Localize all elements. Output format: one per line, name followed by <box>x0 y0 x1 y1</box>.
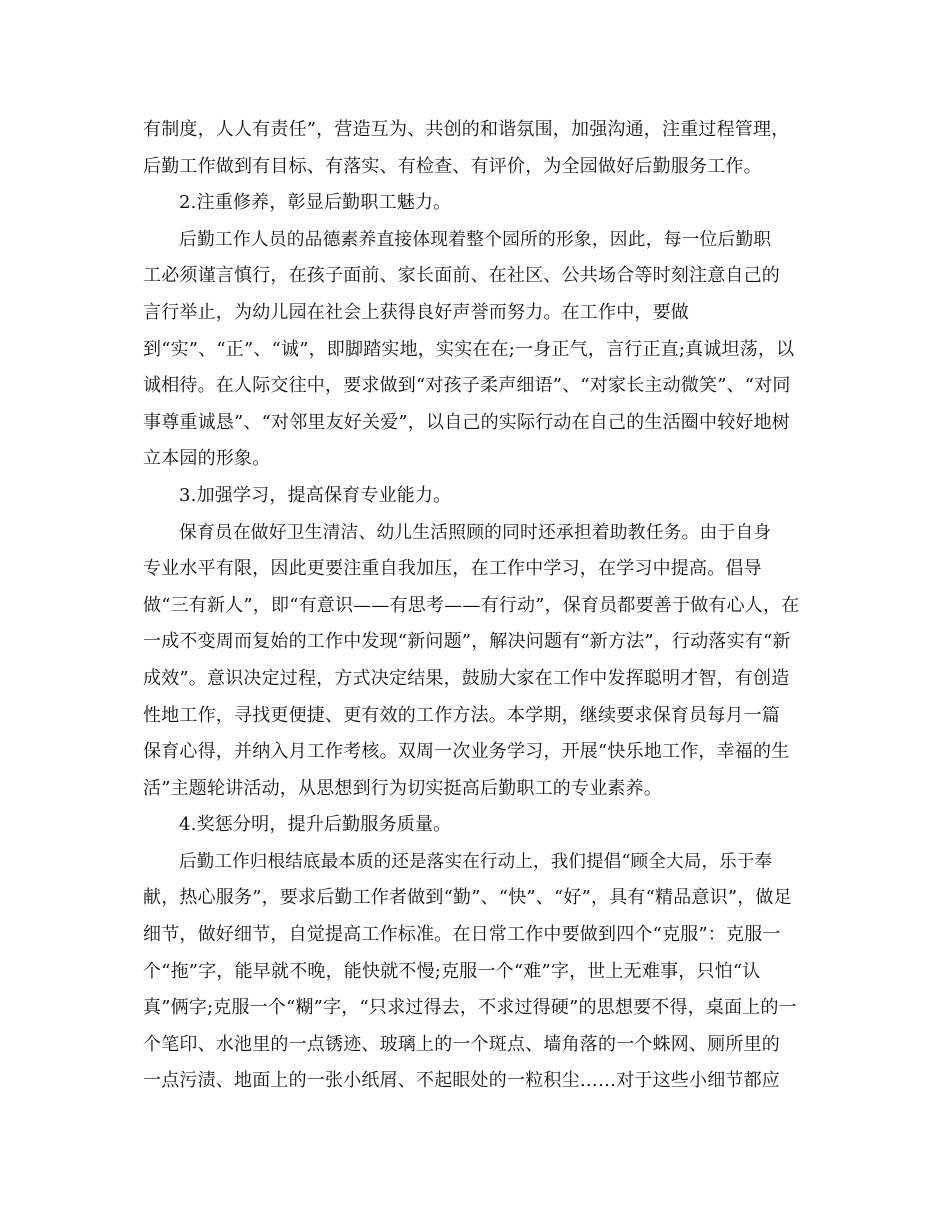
paragraph-line: 一成不变周而复始的工作中发现“新问题”，解决问题有“新方法”，行动落实有“新 <box>143 631 791 653</box>
paragraph-line: 个笔印、水池里的一点锈迹、玻璃上的一个斑点、墙角落的一个蛛网、厕所里的 <box>143 1033 780 1055</box>
paragraph-line: 保育员在做好卫生清洁、幼儿生活照顾的同时还承担着助教任务。由于自身 <box>179 522 772 543</box>
paragraph-line: 活”主题轮讲活动，从思想到行为切实挺高后勤职工的专业素养。 <box>143 777 662 799</box>
paragraph-line: 做“三有新人”，即“有意识——有思考——有行动”，保育员都要善于做有心人，在 <box>143 594 800 616</box>
paragraph-line: 个“拖”字，能早就不晚，能快就不慢;克服一个“难”字，世上无难事，只怕“认 <box>143 960 761 982</box>
paragraph-line: 细节，做好细节，自觉提高工作标准。在日常工作中要做到四个“克服”：克服一 <box>143 924 781 946</box>
paragraph-line: 保育心得，并纳入月工作考核。双周一次业务学习，开展“快乐地工作，幸福的生 <box>143 741 790 763</box>
paragraph-line: 有制度，人人有责任”，营造互为、共创的和谐氛围，加强沟通，注重过程管理， <box>143 119 790 140</box>
paragraph-line: 成效”。意识决定过程，方式决定结果，鼓励大家在工作中发挥聪明才智，有创造 <box>143 667 790 689</box>
paragraph-line: 后勤工作做到有目标、有落实、有检查、有评价，为全园做好后勤服务工作。 <box>143 155 762 177</box>
document-body <box>143 112 815 1100</box>
paragraph-line: 专业水平有限，因此更要注重自我加压，在工作中学习，在学习中提高。倡导 <box>143 558 762 580</box>
paragraph-line: 事尊重诚恳”、“对邻里友好关爱”，以自己的实际行动在自己的生活圈中较好地树 <box>143 411 791 433</box>
paragraph-line: 立本园的形象。 <box>143 448 271 470</box>
paragraph-line: 到“实”、“正”、“诚”，即脚踏实地，实实在在;一身正气，言行正直;真诚坦荡，以 <box>143 338 795 360</box>
section-heading: 3.加强学习，提高保育专业能力。 <box>179 484 452 506</box>
paragraph-line: 后勤工作人员的品德素养直接体现着整个园所的形象，因此，每一位后勤职 <box>179 229 772 250</box>
paragraph-line: 一点污渍、地面上的一张小纸屑、不起眼处的一粒积尘……对于这些小细节都应 <box>143 1070 780 1092</box>
section-heading: 2.注重修养，彰显后勤职工魅力。 <box>179 192 452 214</box>
paragraph-line: 真”俩字;克服一个“糊”字，“只求过得去，不求过得硬”的思想要不得，桌面上的一 <box>143 997 797 1019</box>
section-heading: 4.奖惩分明，提升后勤服务质量。 <box>179 814 452 836</box>
paragraph-line: 言行举止，为幼儿园在社会上获得良好声誉而努力。在工作中，要做 <box>143 301 689 323</box>
paragraph-line: 诚相待。在人际交往中，要求做到“对孩子柔声细语”、“对家长主动微笑”、“对同 <box>143 375 791 397</box>
paragraph-line: 后勤工作归根结底最本质的还是落实在行动上，我们提倡“顾全大局，乐于奉 <box>179 851 773 872</box>
paragraph-line: 工必须谨言慎行，在孩子面前、家长面前、在社区、公共场合等时刻注意自己的 <box>143 265 780 287</box>
paragraph-line: 献，热心服务”，要求后勤工作者做到“勤”、“快”、“好”，具有“精品意识”，做足 <box>143 887 792 909</box>
paragraph-line: 性地工作，寻找更便捷、更有效的工作方法。本学期，继续要求保育员每月一篇 <box>143 704 780 726</box>
